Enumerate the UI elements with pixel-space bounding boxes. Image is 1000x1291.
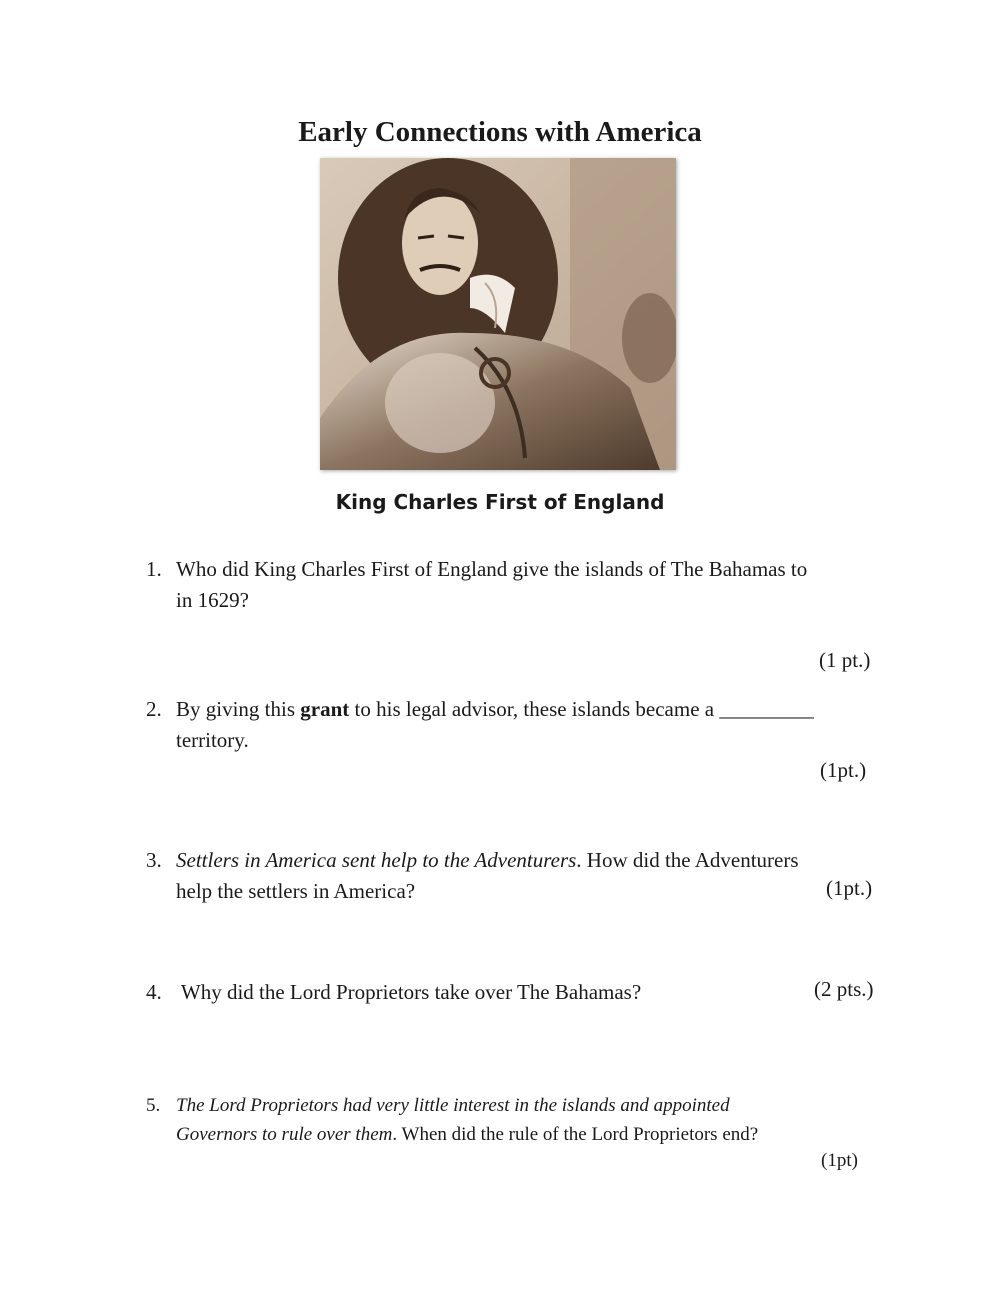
- question-number: 2.: [146, 697, 162, 721]
- question-text-continued: help the settlers in America?: [176, 879, 416, 903]
- question-text-part: . When did the rule of the Lord Proprietors end?: [392, 1124, 759, 1145]
- points-label: (1pt.): [826, 876, 873, 900]
- question-text: [176, 694, 814, 724]
- question-text-part: By giving this: [176, 697, 301, 721]
- question-text-italic: The Lord Proprietors had very little interest in the islands and appointed: [176, 1095, 730, 1116]
- question-text-italic: Governors to rule over them: [176, 1124, 393, 1145]
- points-label: (2 pts.): [814, 977, 874, 1001]
- question-text: Who did King Charles First of England give the islands of The Bahamas to: [176, 557, 808, 581]
- portrait-caption: King Charles First of England: [335, 490, 665, 514]
- question-text-italic: Settlers in America sent help to the Adventurers: [176, 848, 577, 872]
- question-text-part: . How did the Adventurers: [576, 848, 799, 872]
- question-text-continued: territory.: [176, 728, 249, 752]
- points-label: (1pt): [821, 1150, 858, 1171]
- points-label: (1pt.): [820, 758, 867, 782]
- question-4: [146, 977, 886, 1012]
- question-1: [146, 554, 886, 624]
- question-number: 5.: [146, 1095, 161, 1116]
- portrait-image: [320, 158, 676, 470]
- question-number: 1.: [146, 557, 162, 581]
- question-text: Why did the Lord Proprietors take over The Bahamas?: [176, 980, 642, 1004]
- question-text-continued: [176, 1121, 758, 1149]
- points-label: (1 pt.): [819, 648, 871, 672]
- question-number: 3.: [146, 848, 162, 872]
- question-number: 4.: [146, 980, 162, 1004]
- question-text: [176, 845, 799, 875]
- question-2: [146, 694, 886, 764]
- question-text-continued: in 1629?: [176, 588, 249, 612]
- keyword-grant: grant: [300, 697, 350, 721]
- question-text: [176, 1092, 730, 1120]
- question-3: [146, 845, 886, 915]
- question-text-part: to his legal advisor, these islands became a _________: [349, 697, 814, 721]
- page-title: Early Connections with America: [298, 116, 702, 148]
- question-5: [146, 1092, 886, 1152]
